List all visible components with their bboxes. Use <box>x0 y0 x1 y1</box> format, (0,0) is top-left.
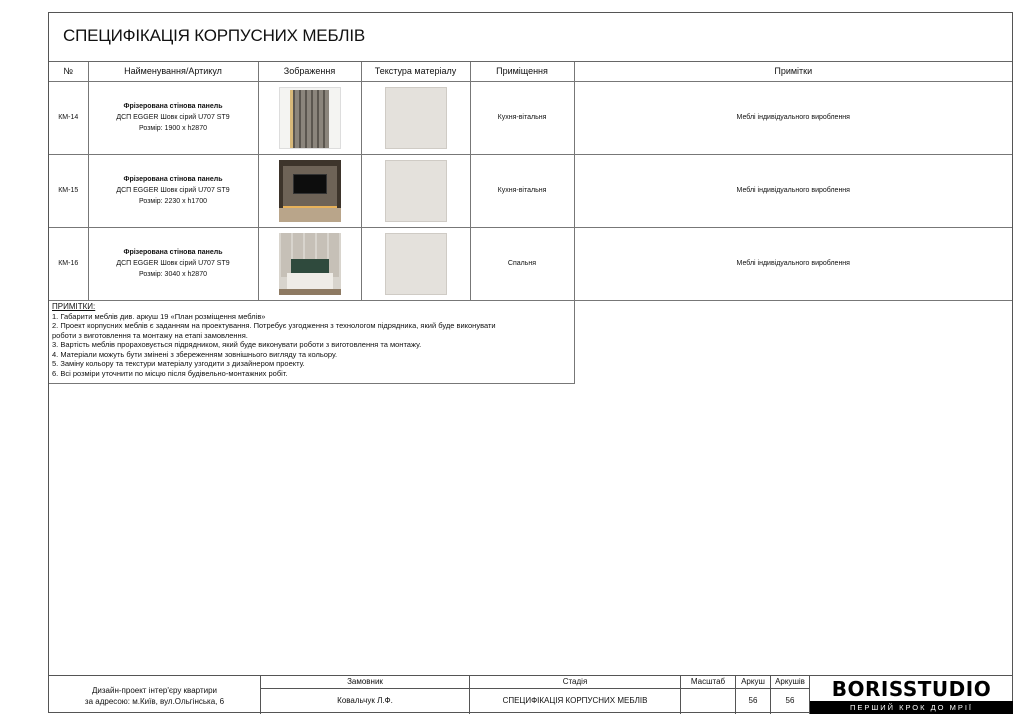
table-row <box>49 227 1012 300</box>
logo-name: BORISSTUDIO <box>831 677 992 701</box>
notes-heading: ПРИМІТКИ: <box>52 302 96 311</box>
project-line-2: за адресою: м.Київ, вул.Ольгінська, 6 <box>84 697 225 706</box>
table-header-row <box>49 62 1012 81</box>
note-line: 3. Вартість меблів прораховується підрядником, який буде виконувати роботи з виготовлення та монтажу. <box>52 340 422 349</box>
row-description <box>88 81 258 154</box>
row-room: Кухня-вітальня <box>470 81 574 154</box>
studio-logo <box>809 676 1012 714</box>
notes-block <box>49 300 575 384</box>
row-room: Кухня-вітальня <box>470 154 574 227</box>
row-id: КМ-15 <box>49 154 88 227</box>
item-size: Розмір: 3040 x h2870 <box>139 271 207 278</box>
sheet-label: Аркуш <box>735 676 770 688</box>
row-texture-cell <box>361 81 470 154</box>
item-material: ДСП EGGER Шовк сірий U707 ST9 <box>116 187 230 194</box>
table-row <box>49 154 1012 227</box>
logo-tagline: ПЕРШИЙ КРОК ДО МРІЇ <box>810 701 1013 714</box>
note-line: 6. Всі розміри уточнити по місцю після будівельно-монтажних робіт. <box>52 368 288 378</box>
item-size: Розмір: 1900 x h2870 <box>139 125 207 132</box>
item-name: Фрізерована стінова панель <box>123 249 223 256</box>
table-row <box>49 81 1012 154</box>
customer-value: Ковальчук Л.Ф. <box>260 688 469 714</box>
header-texture: Текстура матеріалу <box>361 62 470 81</box>
row-texture-cell <box>361 227 470 300</box>
texture-swatch <box>385 233 447 295</box>
header-name: Найменування/Артикул <box>88 62 258 81</box>
project-description <box>49 676 260 714</box>
sheets-label: Аркушів <box>770 676 809 688</box>
row-texture-cell <box>361 154 470 227</box>
item-size: Розмір: 2230 x h1700 <box>139 198 207 205</box>
header-number: № <box>49 62 88 81</box>
row-image-cell <box>258 227 361 300</box>
texture-swatch <box>385 160 447 222</box>
title-block-stamp <box>49 675 1012 713</box>
row-note: Меблі індивідуального вироблення <box>574 81 1012 154</box>
scale-label: Масштаб <box>680 676 735 688</box>
item-material: ДСП EGGER Шовк сірий U707 ST9 <box>116 260 230 267</box>
row-id: КМ-14 <box>49 81 88 154</box>
bedroom-image <box>279 233 341 295</box>
project-line-1: Дизайн-проект інтер'єру квартири <box>91 686 217 695</box>
tv-wall-image <box>279 160 341 222</box>
header-room: Приміщення <box>470 62 574 81</box>
drawing-sheet <box>48 12 1013 713</box>
row-description <box>88 227 258 300</box>
customer-label: Замовник <box>260 676 469 688</box>
row-room: Спальня <box>470 227 574 300</box>
row-image-cell <box>258 154 361 227</box>
stage-value: СПЕЦИФІКАЦІЯ КОРПУСНИХ МЕБЛІВ <box>469 688 680 714</box>
note-line: 1. Габарити меблів див. аркуш 19 «План розміщення меблів» <box>52 311 266 321</box>
specification-table <box>49 62 1012 301</box>
scale-value <box>680 688 735 714</box>
stage-label: Стадія <box>469 676 680 688</box>
title-row <box>49 13 1012 62</box>
item-material: ДСП EGGER Шовк сірий U707 ST9 <box>116 114 230 121</box>
row-note: Меблі індивідуального вироблення <box>574 227 1012 300</box>
sheets-value: 56 <box>770 688 809 714</box>
header-notes: Примітки <box>574 62 1012 81</box>
row-note: Меблі індивідуального вироблення <box>574 154 1012 227</box>
sheet-value: 56 <box>735 688 770 714</box>
row-description <box>88 154 258 227</box>
item-name: Фрізерована стінова панель <box>123 103 223 110</box>
note-line: 2. Проект корпусних меблів є заданням на проектування. Потребує узгодження з технологом підрядника, який буде виконувати <box>52 321 496 330</box>
item-name: Фрізерована стінова панель <box>123 176 223 183</box>
texture-swatch <box>385 87 447 149</box>
header-image: Зображення <box>258 62 361 81</box>
page-title: СПЕЦИФІКАЦІЯ КОРПУСНИХ МЕБЛІВ <box>63 26 366 45</box>
row-id: КМ-16 <box>49 227 88 300</box>
row-image-cell <box>258 81 361 154</box>
note-line: роботи з виготовлення та монтажу на етапі замовлення. <box>52 330 248 340</box>
note-line: 5. Заміну кольору та текстури матеріалу узгодити з дизайнером проекту. <box>52 359 305 368</box>
slat-panel-image <box>279 87 341 149</box>
note-line: 4. Матеріали можуть бути змінені з збереженням зовнішнього вигляду та кольору. <box>52 349 338 359</box>
